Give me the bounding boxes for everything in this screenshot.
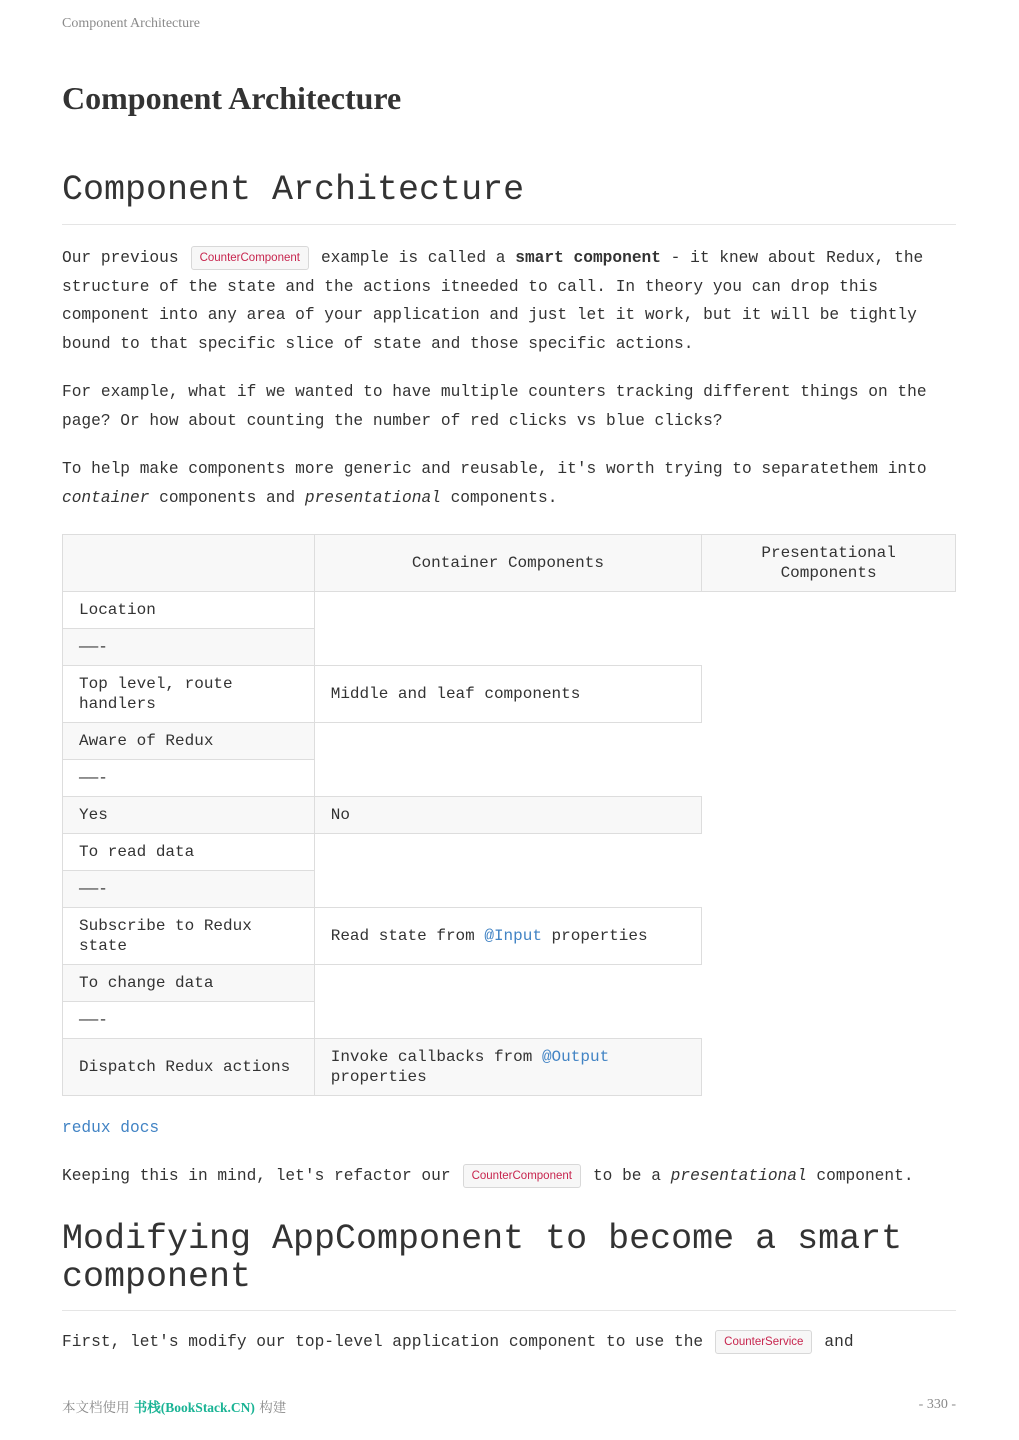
text: and [824,1333,854,1351]
table-empty-cell [702,666,956,723]
table-cell: To read data [63,834,315,871]
table-row [63,908,956,965]
table-row [63,723,956,760]
table-cell: ——- [63,629,315,666]
table-empty-cell [702,965,956,1002]
em-container: container [62,488,150,507]
table-empty-cell [314,965,701,1002]
text: Our previous [62,249,179,267]
table-header-row [63,535,956,592]
table-cell: No [314,797,701,834]
table-cell: Subscribe to Redux state [63,908,315,965]
chapter-title: Component Architecture [62,80,402,116]
text: Invoke callbacks from [330,1048,542,1066]
text: properties [330,1068,427,1086]
table-cell: Aware of Redux [63,723,315,760]
redux-docs-paragraph [62,1114,956,1143]
table-empty-cell [702,1002,956,1039]
table-cell: To change data [63,965,315,1002]
table-header-cell [63,535,315,592]
table-empty-cell [314,723,701,760]
table-row [63,797,956,834]
redux-docs-link[interactable]: redux docs [62,1119,160,1137]
comparison-table [62,534,956,1096]
table-empty-cell [314,871,701,908]
table-empty-cell [702,797,956,834]
bold-smart-component: smart component [515,249,661,267]
table-row [63,965,956,1002]
table-empty-cell [314,1002,701,1039]
text: to be a [592,1166,671,1185]
table-cell: Top level, route handlers [63,666,315,723]
text: example is called a [320,249,516,267]
table-cell: ——- [63,871,315,908]
table-row [63,629,956,666]
page-content [62,170,956,1357]
table-row [63,871,956,908]
text: components. [440,488,558,507]
text: Read state from [330,927,485,945]
paragraph-smart-component [62,244,956,358]
paragraph-refactor [62,1162,956,1191]
table-cell: ——- [63,1002,315,1039]
table-empty-cell [314,760,701,797]
em-presentational: presentational [304,488,441,507]
table-empty-cell [314,629,701,666]
bookstack-link[interactable]: 书栈(BookStack.CN) [133,1400,255,1415]
text: Keeping this in mind, let's refactor our [62,1166,451,1185]
table-empty-cell [314,592,701,629]
text: 构建 [254,1400,287,1416]
text: - it knew about Redux, the structure of the state and the actions itneeded to call. In theory you can drop this component into any area of your application and just let it work, but it will be tightly bound to that specific slice of state and those specific actions. [62,249,924,353]
table-empty-cell [702,629,956,666]
table-empty-cell [702,1039,956,1096]
text: To help make components more generic and reusable, it's worth trying to separatethem into [62,460,927,478]
running-header: Component Architecture [62,16,201,31]
page-number: - 330 - [918,1397,956,1412]
table-header-cell: Container Components [314,535,701,592]
table-cell [314,908,701,965]
table-empty-cell [702,723,956,760]
paragraph-modify-top-level [62,1328,956,1357]
table-cell: Yes [63,797,315,834]
paragraph-container-presentational [62,455,956,512]
table-empty-cell [702,760,956,797]
input-decorator-link[interactable]: @Input [484,927,542,945]
table-row [63,1002,956,1039]
inline-code-countercomponent: CounterComponent [463,1164,581,1188]
table-empty-cell [702,908,956,965]
table-cell: Location [63,592,315,629]
output-decorator-link[interactable]: @Output [541,1048,610,1066]
table-row [63,592,956,629]
table-row [63,1039,956,1096]
em-presentational: presentational [670,1166,807,1185]
table-cell: Dispatch Redux actions [63,1039,315,1096]
table-empty-cell [702,834,956,871]
table-cell: ——- [63,760,315,797]
section-heading-modifying-appcomponent: Modifying AppComponent to become a smart component [62,1220,956,1311]
inline-code-countercomponent: CounterComponent [191,246,309,270]
table-cell: Middle and leaf components [314,666,701,723]
text: components and [149,488,305,507]
table-row [63,760,956,797]
text: 本文档使用 [62,1400,134,1416]
inline-code-counterservice: CounterService [715,1330,812,1354]
table-header-cell: Presentational Components [702,535,956,592]
table-row [63,666,956,723]
text: First, let's modify our top-level application component to use the [62,1333,704,1351]
table-empty-cell [702,592,956,629]
table-row [63,834,956,871]
text: properties [541,927,648,945]
paragraph-multiple-counters: For example, what if we wanted to have multiple counters tracking different things on the page? Or how about counting the number of red clicks vs blue clicks? [62,383,927,430]
footer-credit [62,1396,286,1416]
table-empty-cell [314,834,701,871]
table-empty-cell [702,871,956,908]
text: component. [806,1166,914,1185]
table-cell [314,1039,701,1096]
section-heading-component-architecture: Component Architecture [62,170,956,225]
